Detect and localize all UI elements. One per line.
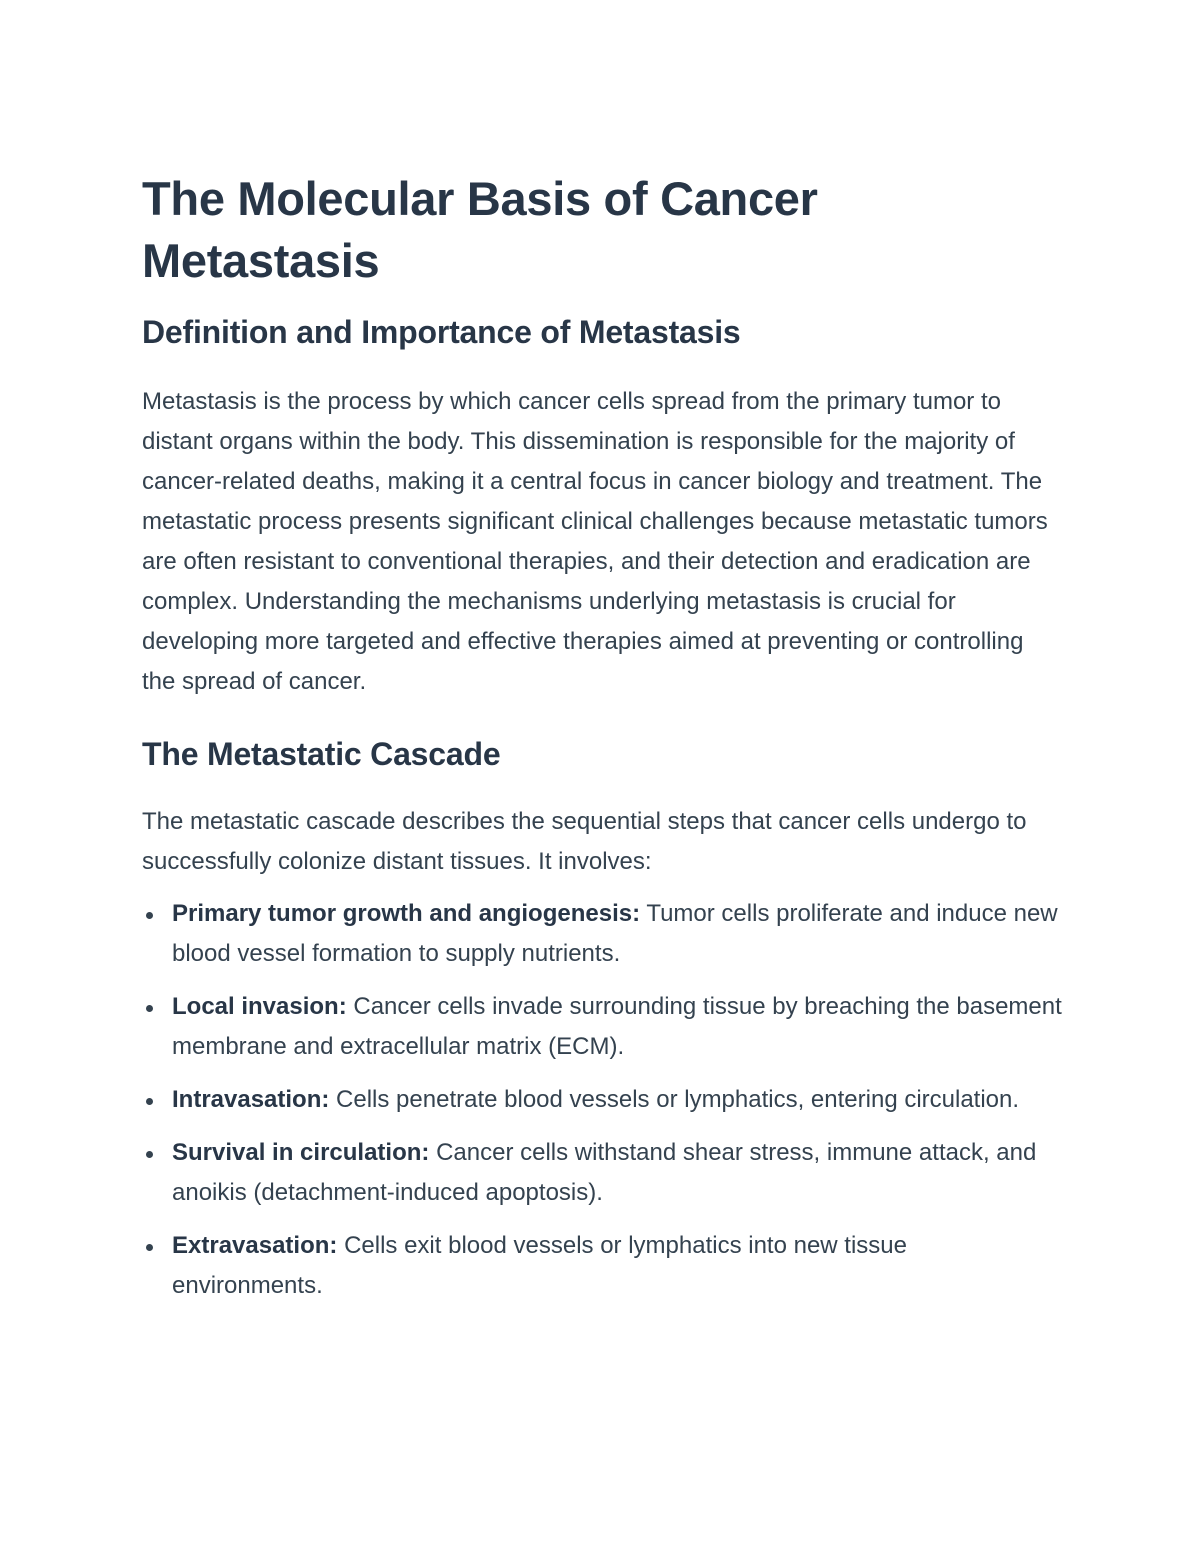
list-item-text: Cells penetrate blood vessels or lymphatics, entering circulation. xyxy=(329,1086,1020,1113)
list-item xyxy=(142,894,1062,974)
cascade-intro-paragraph: The metastatic cascade describes the sequential steps that cancer cells undergo to successfully colonize distant tissues. It involves: xyxy=(142,808,1027,875)
bullet-icon xyxy=(146,1244,153,1251)
cascade-steps-list xyxy=(142,894,1062,1306)
bullet-icon xyxy=(146,912,153,919)
list-item-term: Intravasation: xyxy=(172,1086,330,1113)
list-item-term: Survival in circulation: xyxy=(172,1139,430,1166)
document-title: The Molecular Basis of Cancer Metastasis xyxy=(142,172,818,287)
list-item-term: Extravasation: xyxy=(172,1232,338,1259)
bullet-icon xyxy=(146,1151,153,1158)
definition-paragraph: Metastasis is the process by which cancer cells spread from the primary tumor to distant organs within the body. This dissemination is responsible for the majority of cancer-related deaths, making it a central focus in cancer biology and treatment. The metastatic process presents significant clinical challenges because metastatic tumors are often resistant to conventional therapies, and their detection and eradication are complex. Understanding the mechanisms underlying metastasis is crucial for developing more targeted and effective therapies aimed at preventing or controlling the spread of cancer. xyxy=(142,388,1048,695)
section-heading-definition: Definition and Importance of Metastasis xyxy=(142,314,741,350)
list-item-term: Local invasion: xyxy=(172,993,347,1020)
bullet-icon xyxy=(146,1005,153,1012)
bullet-icon xyxy=(146,1098,153,1105)
list-item xyxy=(142,1226,1062,1306)
list-item-text: Cancer cells withstand shear stress, immune attack, and anoikis (detachment-induced apoptosis). xyxy=(172,1139,1037,1206)
list-item-text: Tumor cells proliferate and induce new blood vessel formation to supply nutrients. xyxy=(172,900,1058,967)
list-item-text: Cancer cells invade surrounding tissue by breaching the basement membrane and extracellular matrix (ECM). xyxy=(172,993,1062,1060)
document-page xyxy=(142,168,1062,1319)
list-item xyxy=(142,1133,1062,1213)
list-item xyxy=(142,1080,1062,1120)
list-item-term: Primary tumor growth and angiogenesis: xyxy=(172,900,641,927)
section-heading-cascade: The Metastatic Cascade xyxy=(142,736,501,772)
list-item-text: Cells exit blood vessels or lymphatics into new tissue environments. xyxy=(172,1232,907,1299)
list-item xyxy=(142,987,1062,1067)
